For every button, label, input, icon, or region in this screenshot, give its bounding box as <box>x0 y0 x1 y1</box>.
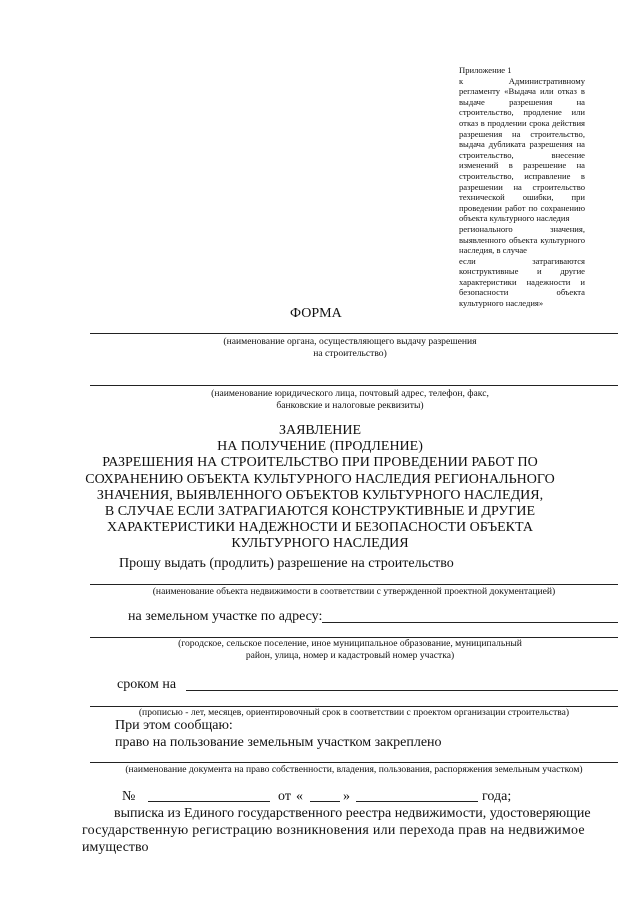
address-caption <box>150 638 550 662</box>
year-label: года; <box>482 789 512 804</box>
appendix-line: безопасности объекта <box>459 287 585 298</box>
object-caption: (наименование объекта недвижимости в соответствии с утвержденной проектной документацией) <box>152 586 556 597</box>
quote-open: « <box>296 789 303 804</box>
number-sign: № <box>122 789 136 804</box>
organ-caption-line-2: на строительство) <box>313 348 387 359</box>
quote-close: » <box>343 789 350 804</box>
appendix-line: выдача дубликата разрешения на <box>459 139 585 150</box>
object-name-line[interactable] <box>90 584 618 585</box>
entity-caption-line-2: банковские и налоговые реквизиты) <box>276 400 424 411</box>
appendix-line: конструктивные и другие <box>459 266 585 277</box>
appendix-line: выдаче разрешения на <box>459 96 585 107</box>
inform-text: При этом сообщаю: <box>115 718 233 733</box>
extract-line-1: выписка из Единого государственного реестра недвижимости, удостоверяющие <box>114 806 591 821</box>
appendix-line: отказ в продлении срока действия <box>459 117 585 128</box>
appendix-line: наследия, в случае <box>459 245 527 256</box>
form-label: ФОРМА <box>290 306 342 321</box>
appendix-line: выявленного объекта культурного <box>459 234 585 245</box>
entity-details-line[interactable] <box>90 385 618 386</box>
land-right-text: право на пользование земельным участком закреплено <box>115 735 442 750</box>
day-field[interactable] <box>310 801 340 802</box>
appendix-line: регионального значения, <box>459 223 585 234</box>
appendix-line: Приложение 1 <box>459 65 512 75</box>
appendix-line: разрешения на строительство, <box>459 128 585 139</box>
month-year-field[interactable] <box>356 801 478 802</box>
title-line: ЗАЯВЛЕНИЕ <box>278 423 362 438</box>
document-line[interactable] <box>90 762 618 763</box>
request-text: Прошу выдать (продлить) разрешение на строительство <box>119 556 454 571</box>
appendix-line: строительство, исправление в <box>459 170 585 181</box>
appendix-line: проведении работ по сохранению <box>459 202 585 213</box>
title-line: НА ПОЛУЧЕНИЕ (ПРОДЛЕНИЕ) <box>217 439 423 455</box>
term-caption: (прописью - лет, месяцев, ориентировочный срок в соответствии с проектом организации строительства) <box>138 707 570 718</box>
entity-caption <box>150 388 550 412</box>
entity-caption-line-1: (наименование юридического лица, почтовый адрес, телефон, факс, <box>211 388 489 399</box>
appendix-line: технической ошибки, при <box>459 192 585 203</box>
term-label: сроком на <box>117 677 177 692</box>
document-caption: (наименование документа на право собственности, владения, пользования, распоряжения земельным участком) <box>125 764 583 775</box>
address-caption-line-1: (городское, сельское поселение, иное муниципальное образование, муниципальный <box>178 638 522 649</box>
appendix-line: если затрагиваются <box>459 255 585 266</box>
title-line: ХАРАКТЕРИСТИКИ НАДЕЖНОСТИ И БЕЗОПАСНОСТИ ОБЪЕКТА <box>107 520 533 536</box>
organ-caption <box>150 336 550 360</box>
appendix-line: разрешении на строительство <box>459 181 585 192</box>
land-plot-label: на земельном участке по адресу: <box>128 609 323 624</box>
title-line: В СЛУЧАЕ ЕСЛИ ЗАТРАГИАЮТСЯ КОНСТРУКТИВНЫЕ И ДРУГИЕ <box>104 504 536 520</box>
appendix-line: объекта культурного наследия <box>459 213 570 224</box>
organ-caption-line-1: (наименование органа, осуществляющего выдачу разрешения <box>223 336 477 347</box>
appendix-line: культурного наследия» <box>459 298 544 309</box>
appendix-line: регламенту «Выдача или отказ в <box>459 86 585 97</box>
address-caption-line-2: район, улица, номер и кадастровый номер участка) <box>245 650 455 661</box>
title-line: КУЛЬТУРНОГО НАСЛЕДИЯ <box>231 536 409 552</box>
title-line: ЗНАЧЕНИЯ, ВЫЯВЛЕННОГО ОБЪЕКТОВ КУЛЬТУРНОГО НАСЛЕДИЯ, <box>96 487 544 503</box>
appendix-block <box>459 65 585 309</box>
extract-line-3: имущество <box>82 840 149 855</box>
document-number-field[interactable] <box>148 801 270 802</box>
appendix-line: строительство, продление или <box>459 107 585 118</box>
application-title <box>60 423 580 553</box>
organ-name-line[interactable] <box>90 333 618 334</box>
land-plot-address-field[interactable] <box>322 622 618 623</box>
appendix-line: строительство, внесение <box>459 149 585 160</box>
appendix-line: характеристики надежности и <box>459 276 585 287</box>
extract-line-2: государственную регистрацию возникновения или перехода прав на недвижимое <box>82 823 585 838</box>
term-field[interactable] <box>186 690 618 691</box>
title-line: РАЗРЕШЕНИЯ НА СТРОИТЕЛЬСТВО ПРИ ПРОВЕДЕНИИ РАБОТ ПО <box>102 455 538 471</box>
title-line: СОХРАНЕНИЮ ОБЪЕКТА КУЛЬТУРНОГО НАСЛЕДИЯ РЕГИОНАЛЬНОГО <box>85 471 555 487</box>
appendix-line: изменений в разрешение на <box>459 160 585 171</box>
from-label: от <box>278 789 291 804</box>
appendix-line: к Административному <box>459 75 585 86</box>
